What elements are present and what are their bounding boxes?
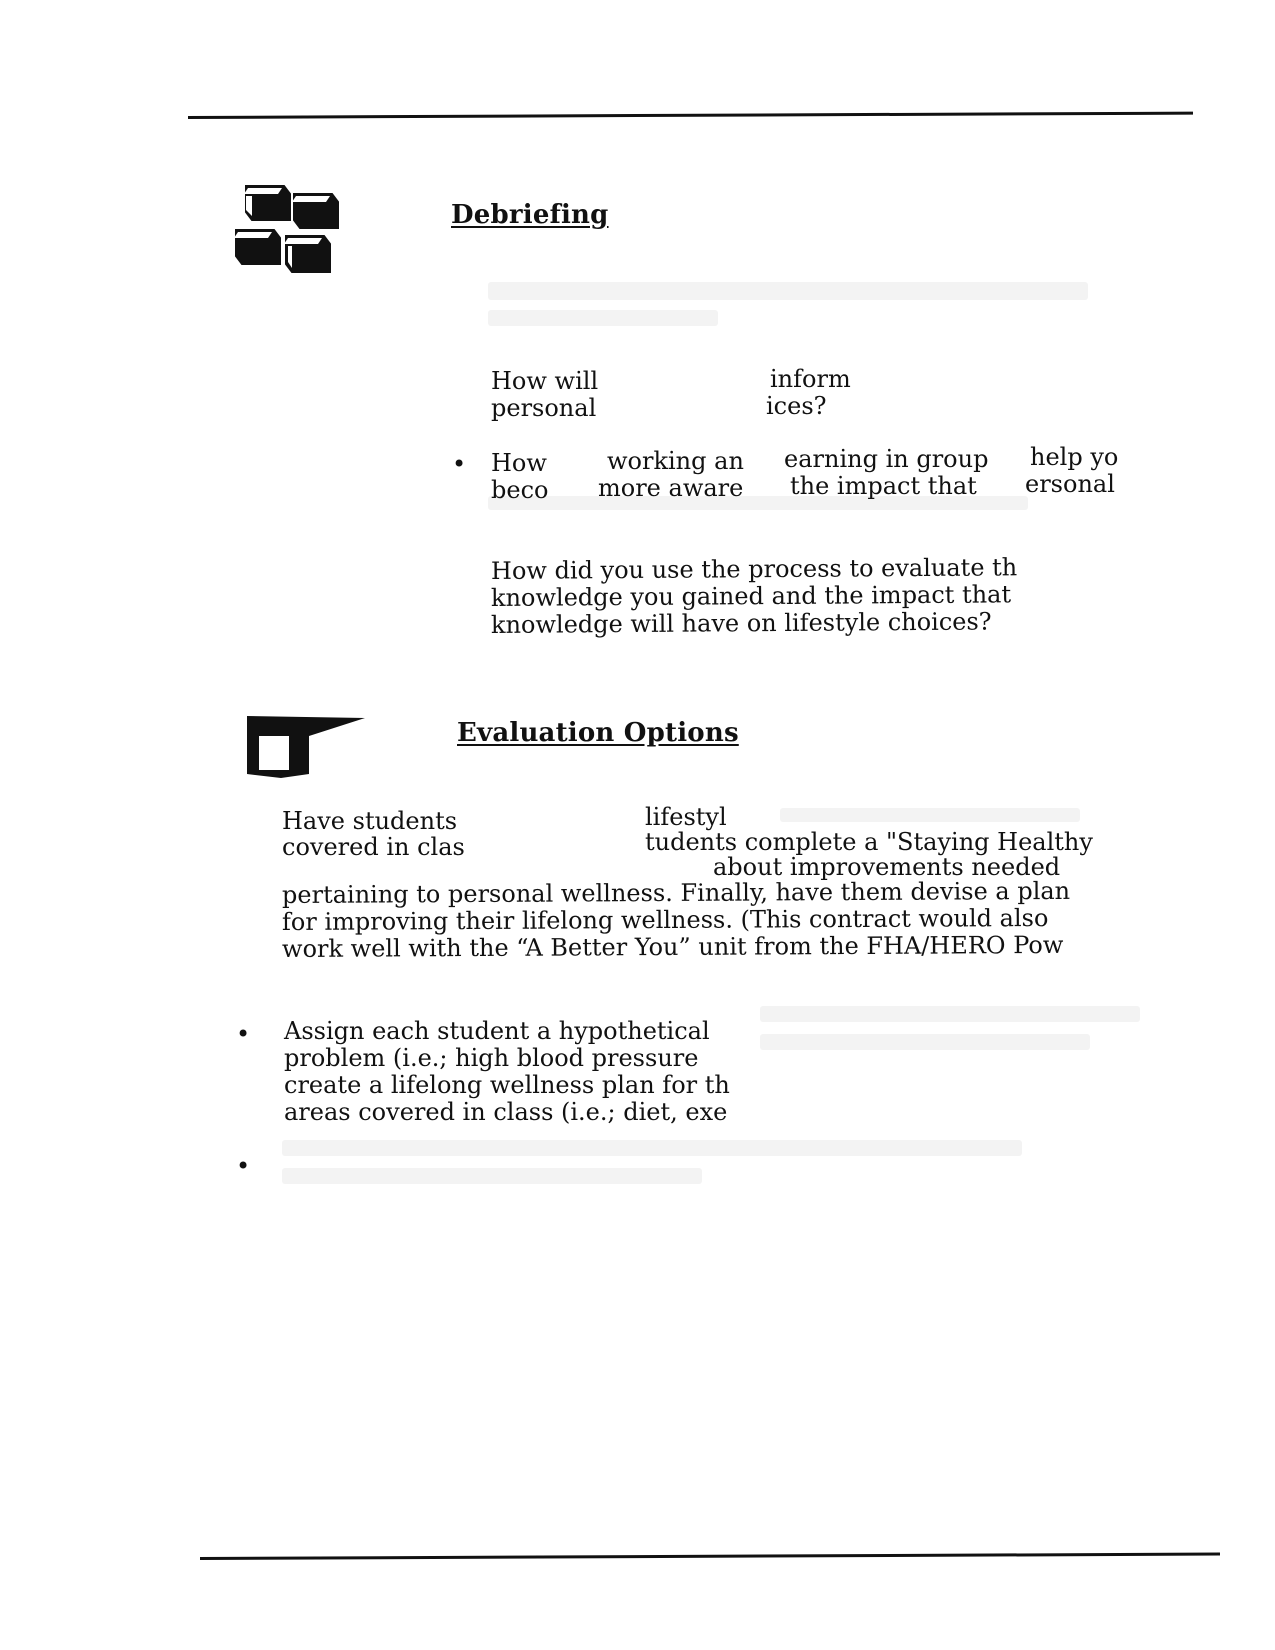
debriefing-heading: Debriefing: [451, 200, 609, 230]
bullet-icon: •: [236, 1152, 251, 1180]
option-1-left-line1: Have students: [282, 807, 458, 835]
question-1-col2-line1: inform: [770, 365, 851, 393]
option-1-rest-line1: pertaining to personal wellness. Finally, have them devise a plan: [281, 876, 1071, 909]
option-2-line2: problem (i.e.; high blood pressure: [284, 1044, 699, 1072]
question-3-line3: knowledge will have on lifestyle choices?: [490, 607, 992, 639]
cubes-icon: [232, 184, 356, 276]
question-2-col3-line2: the impact that: [790, 472, 977, 500]
faded-text-block: [282, 1168, 702, 1184]
question-1-col2-line2: ices?: [766, 392, 827, 420]
bottom-rule: [200, 1553, 1220, 1560]
option-1-rest-line2: for improving their lifelong wellness. (This contract would also: [281, 903, 1049, 936]
bullet-icon: •: [452, 450, 467, 478]
question-1-col1-line2: personal: [491, 394, 597, 422]
faded-text-block: [760, 1006, 1140, 1022]
option-1-right-line1: lifestyl: [645, 803, 727, 831]
question-2-col1-line2: beco: [491, 476, 549, 504]
evaluation-flag-icon: [247, 716, 367, 778]
faded-text-block: [780, 808, 1080, 822]
question-1-col1-line1: How will: [491, 367, 599, 395]
question-2-col4-line2: ersonal: [1025, 470, 1115, 498]
top-rule: [188, 112, 1193, 119]
evaluation-options-heading: Evaluation Options: [457, 718, 739, 748]
option-1-line3: about improvements needed: [713, 853, 1061, 881]
question-3-line2: knowledge you gained and the impact that: [490, 580, 1012, 612]
question-2-col2-line1: working an: [607, 447, 744, 475]
faded-text-block: [282, 1140, 1022, 1156]
faded-text-block: [488, 282, 1088, 300]
question-2-col3-line1: earning in group: [784, 445, 989, 473]
option-1-right-line2: tudents complete a "Staying Healthy: [645, 828, 1093, 856]
faded-text-block: [760, 1034, 1090, 1050]
option-1-rest-line3: work well with the “A Better You” unit from the FHA/HERO Pow: [281, 930, 1064, 963]
faded-text-block: [488, 310, 718, 326]
option-2-line3: create a lifelong wellness plan for th: [284, 1071, 730, 1099]
question-2-col4-line1: help yo: [1030, 443, 1119, 471]
option-1-left-line2: covered in clas: [282, 833, 465, 861]
question-2-col1-line1: How: [491, 449, 547, 477]
question-3-line1: How did you use the process to evaluate th: [490, 553, 1018, 585]
question-2-col2-line2: more aware: [598, 474, 744, 502]
option-2-line4: areas covered in class (i.e.; diet, exe: [284, 1098, 728, 1126]
bullet-icon: •: [236, 1020, 251, 1048]
option-2-line1: Assign each student a hypothetical: [284, 1017, 710, 1045]
